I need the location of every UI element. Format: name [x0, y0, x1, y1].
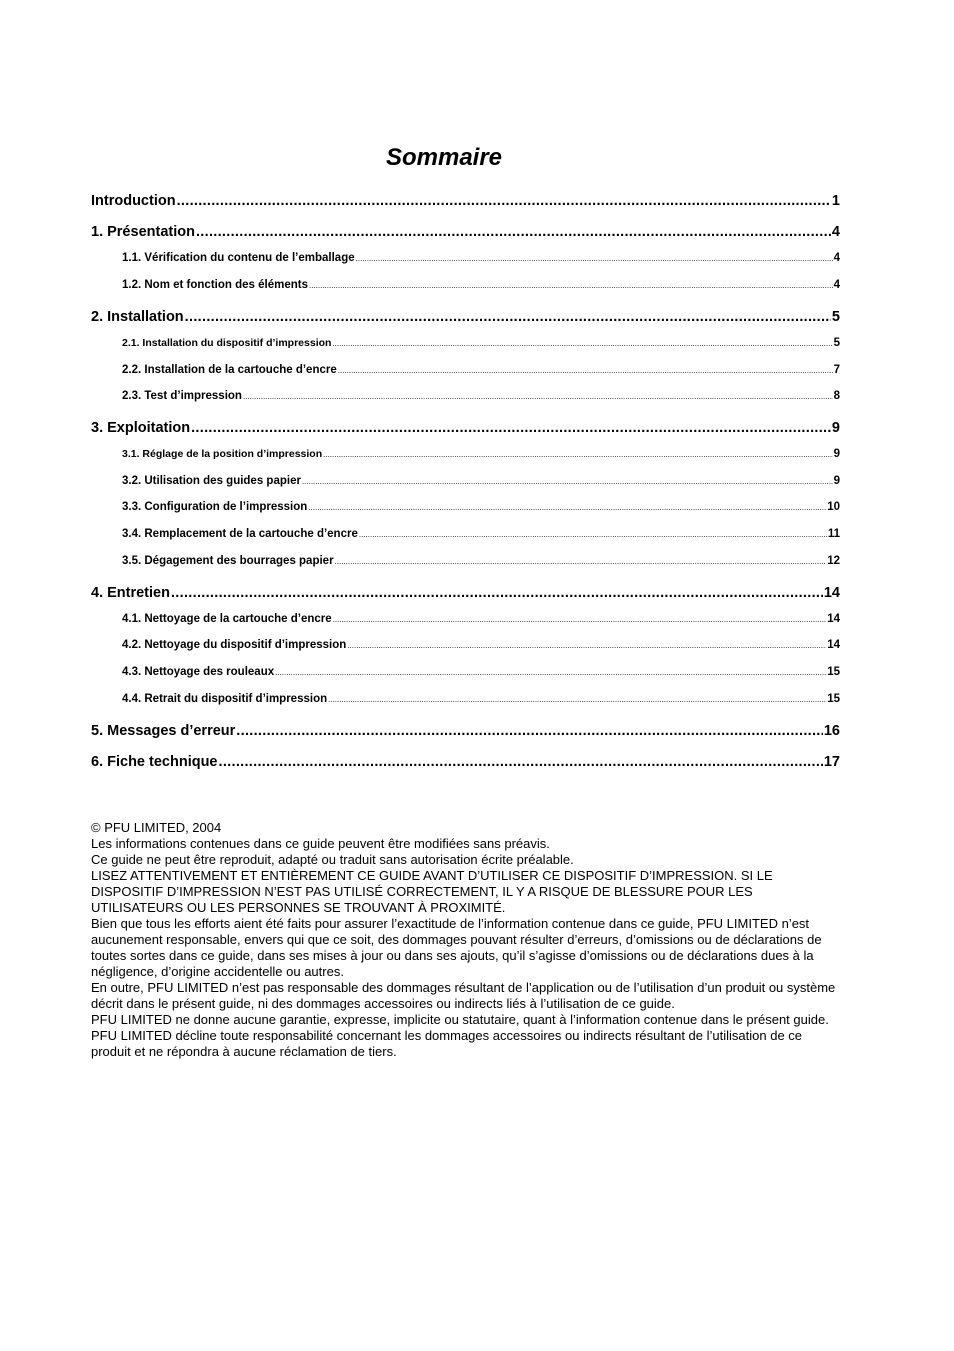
- toc-entry-label: 3. Exploitation: [91, 420, 191, 436]
- toc-leader-dots: [356, 252, 833, 266]
- toc-leader-dots: [177, 192, 831, 210]
- toc-entry-page: 5: [831, 309, 840, 325]
- copyright-line: © PFU LIMITED, 2004: [91, 820, 222, 835]
- toc-entry-2-3[interactable]: [122, 389, 840, 404]
- toc-entry-installation[interactable]: [91, 308, 840, 326]
- toc-leader-dots: [335, 555, 827, 569]
- toc-leader-dots: [359, 528, 827, 542]
- toc-entry-label: 3.3. Configuration de l’impression: [122, 501, 308, 513]
- legal-paragraph: En outre, PFU LIMITED n’est pas responsable des dommages résultant de l’application ou de l’utilisation d’un produit ou système décrit dans le présent guide, ni des dommages accessoires ou indirects liés à l’utilisation de ce guide.: [91, 980, 836, 1011]
- toc-entry-3-1[interactable]: [122, 447, 840, 462]
- toc-entry-label: 1.2. Nom et fonction des éléments: [122, 279, 308, 291]
- toc-entry-page: 4: [833, 279, 840, 291]
- toc-entry-exploitation[interactable]: [91, 419, 840, 437]
- toc-entry-presentation[interactable]: [91, 223, 840, 241]
- toc-leader-dots: [309, 279, 833, 293]
- toc-entry-label: 3.2. Utilisation des guides papier: [122, 475, 301, 487]
- toc-leader-dots: [302, 475, 833, 489]
- toc-entry-label: 2.1. Installation du dispositif d’impression: [122, 337, 332, 349]
- toc-entry-entretien[interactable]: [91, 584, 840, 602]
- toc-entry-page: 17: [823, 754, 840, 770]
- toc-entry-page: 1: [831, 193, 840, 209]
- toc-entry-2-2[interactable]: [122, 363, 840, 378]
- toc-entry-label: 2. Installation: [91, 309, 184, 325]
- toc-entry-2-1[interactable]: [122, 336, 840, 351]
- toc-entry-page: 9: [831, 420, 840, 436]
- toc-entry-4-2[interactable]: [122, 638, 840, 653]
- toc-entry-label: 1. Présentation: [91, 224, 195, 240]
- toc-entry-page: 14: [827, 639, 840, 651]
- toc-entry-page: 5: [833, 337, 840, 349]
- toc-entry-label: 2.3. Test d’impression: [122, 390, 242, 402]
- toc-entry-label: 4. Entretien: [91, 585, 170, 601]
- toc-entry-1-1[interactable]: [122, 251, 840, 266]
- legal-paragraph: PFU LIMITED décline toute responsabilité concernant les dommages accessoires ou indirects résultant de l’utilisation de ce produit et ne répondra à aucune réclamation de tiers.: [91, 1028, 803, 1059]
- toc-leader-dots: [333, 613, 827, 627]
- toc-entry-4-4[interactable]: [122, 692, 840, 707]
- toc-entry-label: Introduction: [91, 193, 176, 209]
- toc-entry-label: 3.1. Réglage de la position d’impression: [122, 448, 323, 460]
- toc-entry-messages-erreur[interactable]: [91, 722, 840, 740]
- toc-leader-dots: [332, 337, 832, 351]
- toc-entry-page: 15: [827, 693, 840, 705]
- toc-leader-dots: [196, 223, 831, 241]
- toc-entry-label: 4.1. Nettoyage de la cartouche d’encre: [122, 613, 332, 625]
- toc-entry-3-5[interactable]: [122, 554, 840, 569]
- toc-leader-dots: [347, 639, 826, 653]
- toc-entry-label: 2.2. Installation de la cartouche d’encre: [122, 364, 337, 376]
- legal-paragraph: Bien que tous les efforts aient été faits pour assurer l’exactitude de l’information contenue dans ce guide, PFU LIMITED n’est aucunement responsable, envers qui que ce soit, des dommages pouvant résulter d’erreurs, d’omissions ou de déclarations de toutes sortes dans ce guide, dans ses mises à jour ou dans ses ajouts, qu’il s’agisse d’omissions ou de déclarations dues à la négligence, d’origine accidentelle ou autres.: [91, 916, 822, 979]
- toc-entry-page: 8: [833, 390, 840, 402]
- legal-paragraph: Les informations contenues dans ce guide peuvent être modifiées sans préavis.: [91, 836, 550, 851]
- toc-entry-3-2[interactable]: [122, 474, 840, 489]
- toc-entry-page: 9: [833, 448, 840, 460]
- toc-leader-dots: [308, 501, 826, 515]
- toc-leader-dots: [185, 308, 831, 326]
- toc-entry-page: 15: [827, 666, 840, 678]
- toc-entry-page: 16: [823, 723, 840, 739]
- toc-entry-page: 4: [833, 252, 840, 264]
- toc-leader-dots: [275, 666, 826, 680]
- toc-entry-4-3[interactable]: [122, 665, 840, 680]
- toc-entry-page: 7: [833, 364, 840, 376]
- toc-leader-dots: [323, 448, 832, 462]
- toc-entry-page: 11: [827, 528, 840, 540]
- toc-entry-page: 14: [827, 613, 840, 625]
- toc-entry-page: 9: [833, 475, 840, 487]
- legal-paragraph: Ce guide ne peut être reproduit, adapté ou traduit sans autorisation écrite préalable.: [91, 852, 574, 867]
- toc-entry-label: 4.3. Nettoyage des rouleaux: [122, 666, 275, 678]
- toc-entry-label: 1.1. Vérification du contenu de l’emballage: [122, 252, 355, 264]
- toc-entry-fiche-technique[interactable]: [91, 753, 840, 771]
- toc-leader-dots: [191, 419, 831, 437]
- toc-entry-introduction[interactable]: [91, 192, 840, 210]
- toc-entry-label: 4.4. Retrait du dispositif d’impression: [122, 693, 328, 705]
- legal-paragraph: PFU LIMITED ne donne aucune garantie, expresse, implicite ou statutaire, quant à l’information contenue dans le présent guide.: [91, 1012, 829, 1027]
- toc-entry-label: 3.4. Remplacement de la cartouche d’encre: [122, 528, 358, 540]
- toc-entry-label: 6. Fiche technique: [91, 754, 218, 770]
- toc-entry-1-2[interactable]: [122, 278, 840, 293]
- toc-entry-label: 4.2. Nettoyage du dispositif d’impression: [122, 639, 347, 651]
- toc-entry-3-4[interactable]: [122, 527, 840, 542]
- toc-entry-label: 5. Messages d’erreur: [91, 723, 236, 739]
- toc-entry-4-1[interactable]: [122, 612, 840, 627]
- toc-leader-dots: [328, 693, 826, 707]
- toc-leader-dots: [171, 584, 823, 602]
- toc-entry-page: 10: [827, 501, 840, 513]
- legal-warning: LISEZ ATTENTIVEMENT ET ENTIÈREMENT CE GUIDE AVANT D’UTILISER CE DISPOSITIF D’IMPRESSION. SI LE DISPOSITIF D’IMPRESSION N’EST PAS UTILISÉ CORRECTEMENT, IL Y A RISQUE DE BLESSURE POUR LES UTILISATEURS OU LES PERSONNES SE TROUVANT À PROXIMITÉ.: [91, 868, 773, 915]
- legal-notice: [91, 820, 843, 1060]
- toc-entry-page: 14: [823, 585, 840, 601]
- page-title: Sommaire: [385, 144, 503, 171]
- toc-entry-page: 4: [831, 224, 840, 240]
- toc-leader-dots: [236, 722, 823, 740]
- toc-entry-label: 3.5. Dégagement des bourrages papier: [122, 555, 334, 567]
- toc-leader-dots: [243, 390, 833, 404]
- toc-leader-dots: [219, 753, 823, 771]
- toc-entry-3-3[interactable]: [122, 500, 840, 515]
- toc-entry-page: 12: [827, 555, 840, 567]
- toc-leader-dots: [338, 364, 833, 378]
